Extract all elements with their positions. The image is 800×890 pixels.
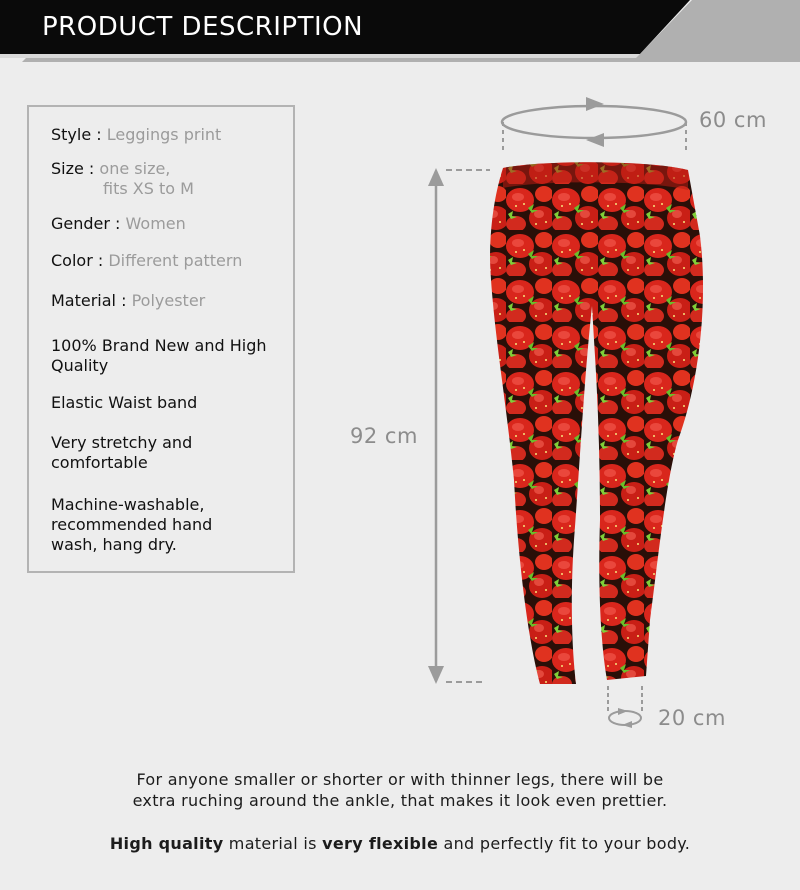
page-title: PRODUCT DESCRIPTION xyxy=(42,12,364,42)
spec-size-value-2: fits XS to M xyxy=(103,179,194,198)
footer-note-line1: For anyone smaller or shorter or with thinner legs, there will be xyxy=(136,770,664,789)
feature-hand-wash: recommended hand xyxy=(51,515,213,534)
feature-hang-dry: wash, hang dry. xyxy=(51,535,177,554)
spec-size-key: Size : xyxy=(51,159,95,178)
spec-gender-value: Women xyxy=(125,214,186,233)
feature-quality: Quality xyxy=(51,356,109,375)
spec-size-value: one size, xyxy=(99,159,171,178)
header-banner xyxy=(0,0,800,62)
spec-panel xyxy=(27,105,295,573)
footer-text-2: and perfectly fit to your body. xyxy=(438,834,691,853)
spec-style xyxy=(51,125,221,145)
spec-color xyxy=(51,251,242,271)
ankle-measure-icon xyxy=(608,686,642,728)
spec-size xyxy=(51,159,170,179)
spec-material-key: Material : xyxy=(51,291,127,310)
footer-bold-high-quality: High quality xyxy=(109,834,224,853)
feature-elastic-waist: Elastic Waist band xyxy=(51,393,198,412)
feature-washable: Machine-washable, xyxy=(51,495,205,514)
spec-gender-key: Gender : xyxy=(51,214,121,233)
footer-text-1: material is xyxy=(223,834,323,853)
spec-gender xyxy=(51,214,186,234)
leggings-image xyxy=(490,162,703,684)
spec-material xyxy=(51,291,205,311)
length-size-label: 92 cm xyxy=(350,424,418,448)
feature-brand-new: 100% Brand New and High xyxy=(51,336,267,355)
length-arrow-icon xyxy=(428,168,490,684)
feature-stretchy: Very stretchy and xyxy=(51,433,193,452)
footer-bold-very-flexible: very flexible xyxy=(322,834,439,853)
spec-material-value: Polyester xyxy=(131,291,206,310)
footer-quality-note xyxy=(0,834,800,853)
spec-style-value: Leggings print xyxy=(106,125,222,144)
spec-color-key: Color : xyxy=(51,251,104,270)
footer-note-line2: extra ruching around the ankle, that makes it look even prettier. xyxy=(132,791,668,810)
waist-measure-icon xyxy=(502,97,686,152)
feature-comfortable: comfortable xyxy=(51,453,148,472)
spec-color-value: Different pattern xyxy=(108,251,243,270)
spec-style-key: Style : xyxy=(51,125,102,144)
waist-size-label: 60 cm xyxy=(699,108,767,132)
ankle-size-label: 20 cm xyxy=(658,706,726,730)
